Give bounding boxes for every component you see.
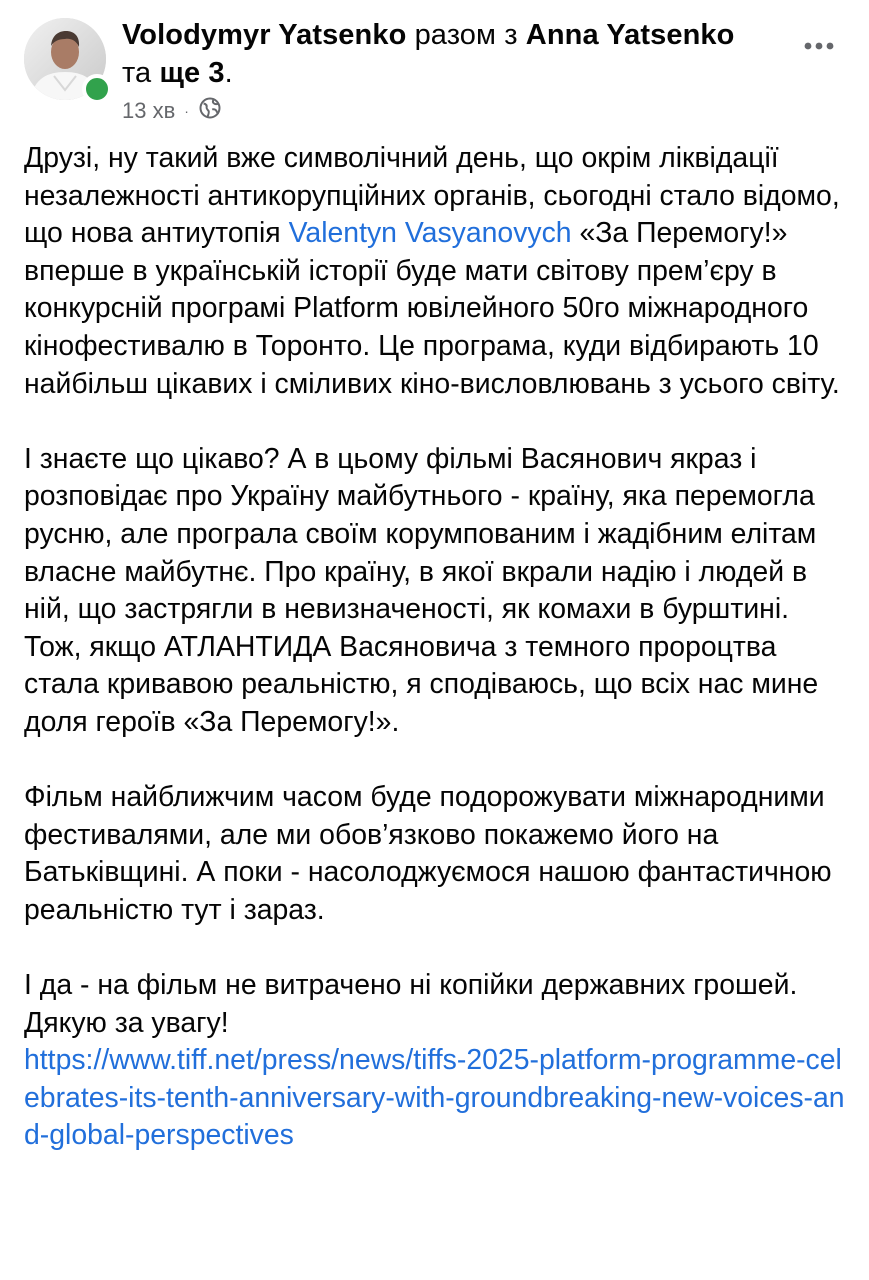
post-paragraph-4 [24,967,854,1155]
mention-link[interactable]: Valentyn Vasyanovych [288,217,572,250]
tagged-person-link[interactable]: Anna Yatsenko [525,19,735,51]
meta-separator: · [184,103,189,119]
others-link[interactable]: ще 3 [159,57,225,89]
more-dots-icon [803,41,835,51]
post-header [24,16,845,126]
post-paragraph-2: І знаєте що цікаво? А в цьому фільмі Васянович якраз і розповідає про Україну майбутнього - країну, яка перемогла русню, але програла своїм корумпованим і жадібним елітам власне майбутнє. Про країну, в якої вкрали надію і людей в ній, що застрягли в невизначеності, як комахи в бурштині. Тож, якщо АТЛАНТИДА Васяновича з темного пророцтва стала кривавою реальністю, я сподіваюсь, що всіх нас мине доля героїв «За Перемогу!». [24,442,819,738]
globe-icon[interactable] [198,96,222,126]
and-word: та [122,57,152,89]
external-url-link[interactable]: https://www.tiff.net/press/news/tiffs-2025-platform-programme-celebrates-its-tenth-anniversary-with-groundbreaking-new-voices-and-global-perspectives [24,1044,845,1152]
author-name-link[interactable]: Volodymyr Yatsenko [122,19,407,51]
p1-start-text: Друзі, ну такий вже символічний день, що окрім ліквідації незалежності антикорупційних органів, сьогодні стало відомо, що нова антиутопія [24,142,840,250]
post-title [122,16,782,92]
post-paragraph-1 [24,140,854,403]
post-body [24,140,854,1155]
with-word: разом з [414,19,518,51]
p1-end-text: «За Перемогу!» вперше в українській історії буде мати світову прем’єру в конкурсній програмі Platform ювілейного 50го міжнародного кінофестивалю в Торонто. Це програма, куди відбирають 10 найбільш цікавих і сміливих кіно-висловлювань з усього світу. [24,217,840,400]
title-period: . [224,57,233,89]
p4-text: І да - на фільм не витрачено ні копійки державних грошей. Дякую за увагу! [24,969,798,1039]
post-paragraph-3: Фільм найближчим часом буде подорожувати міжнародними фестивалями, але ми обов’язково покажемо його на Батьківщині. А поки - насолоджуємося нашою фантастичною реальністю тут і зараз. [24,781,832,926]
avatar-container[interactable] [24,18,106,100]
more-options-button[interactable] [795,22,843,70]
online-status-dot [82,74,112,104]
post-meta [122,96,222,126]
post-time-link[interactable]: 13 хв [122,98,176,123]
